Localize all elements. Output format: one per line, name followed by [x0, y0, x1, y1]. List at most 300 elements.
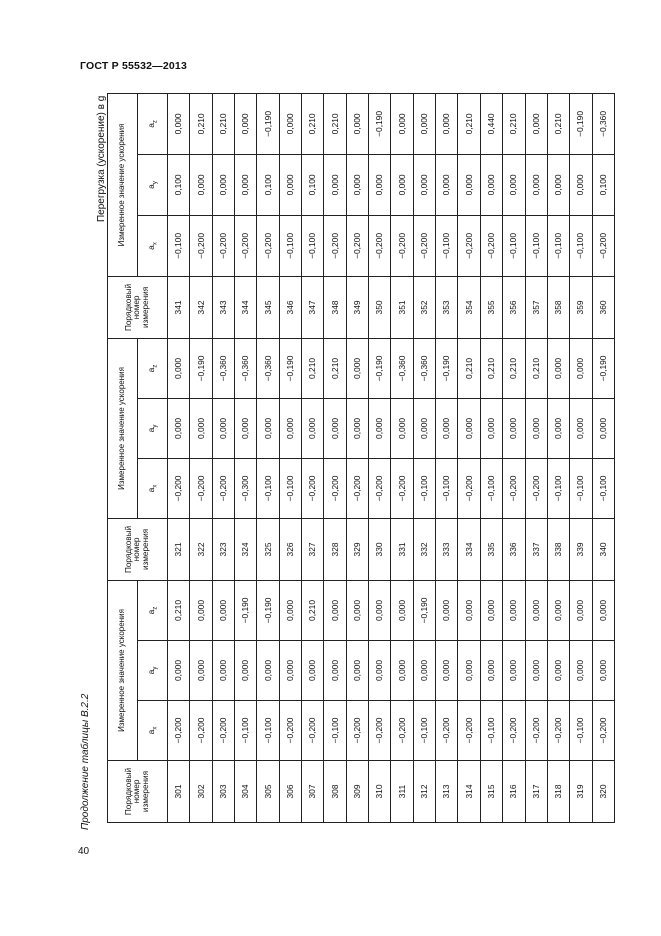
- acceleration-value-cell: −0,200: [391, 458, 413, 518]
- page-number: 40: [78, 846, 90, 857]
- acceleration-value-cell: −0,360: [235, 338, 257, 398]
- table-row: [346, 93, 368, 822]
- measurement-number-cell: 318: [547, 761, 569, 823]
- table-row: [279, 93, 301, 822]
- acceleration-value-cell: 0,100: [592, 154, 614, 215]
- acceleration-value-cell: −0,100: [279, 215, 301, 276]
- acceleration-value-cell: 0,210: [503, 93, 525, 154]
- measurement-number-cell: 351: [391, 276, 413, 338]
- az-subscript: z: [152, 120, 159, 124]
- acceleration-value-cell: 0,000: [480, 641, 502, 701]
- acceleration-value-cell: 0,000: [302, 641, 324, 701]
- acceleration-value-cell: −0,200: [369, 215, 391, 276]
- acceleration-value-cell: 0,000: [503, 641, 525, 701]
- acceleration-value-cell: −0,100: [480, 701, 502, 761]
- acceleration-value-cell: 0,000: [391, 398, 413, 458]
- acceleration-value-cell: −0,360: [212, 338, 234, 398]
- acceleration-value-cell: 0,000: [369, 154, 391, 215]
- acceleration-value-cell: 0,210: [302, 93, 324, 154]
- acceleration-value-cell: 0,000: [324, 580, 346, 640]
- ay-header: [138, 154, 168, 215]
- acceleration-value-cell: 0,000: [168, 338, 190, 398]
- acceleration-value-cell: 0,000: [168, 93, 190, 154]
- measurement-number-cell: 313: [436, 761, 458, 823]
- measurement-number-cell: 314: [458, 761, 480, 823]
- acceleration-value-cell: 0,000: [570, 398, 592, 458]
- acceleration-value-cell: 0,000: [190, 580, 212, 640]
- acceleration-value-cell: 0,210: [302, 338, 324, 398]
- acceleration-value-cell: −0,200: [592, 215, 614, 276]
- acceleration-value-cell: −0,200: [190, 458, 212, 518]
- acceleration-value-cell: 0,000: [212, 154, 234, 215]
- measured-header-3: Измеренное значение ускорения: [108, 93, 138, 276]
- az-letter: a: [145, 367, 156, 373]
- acceleration-value-cell: 0,000: [592, 641, 614, 701]
- acceleration-value-cell: −0,100: [413, 701, 435, 761]
- acceleration-value-cell: 0,000: [346, 398, 368, 458]
- acceleration-value-cell: 0,000: [257, 641, 279, 701]
- acceleration-value-cell: −0,190: [413, 580, 435, 640]
- acceleration-value-cell: −0,100: [168, 215, 190, 276]
- measurement-number-cell: 308: [324, 761, 346, 823]
- acceleration-value-cell: 0,000: [480, 398, 502, 458]
- measurement-number-cell: 355: [480, 276, 502, 338]
- acceleration-value-cell: −0,100: [436, 458, 458, 518]
- acceleration-value-cell: 0,210: [525, 338, 547, 398]
- measurement-number-cell: 340: [592, 518, 614, 580]
- measurement-number-cell: 330: [369, 518, 391, 580]
- acceleration-value-cell: −0,100: [436, 215, 458, 276]
- measurement-number-cell: 343: [212, 276, 234, 338]
- acceleration-value-cell: 0,000: [235, 154, 257, 215]
- acceleration-value-cell: 0,000: [525, 398, 547, 458]
- acceleration-value-cell: −0,360: [257, 338, 279, 398]
- acceleration-value-cell: −0,100: [570, 701, 592, 761]
- acceleration-value-cell: 0,100: [257, 154, 279, 215]
- measurement-number-cell: 302: [190, 761, 212, 823]
- acceleration-value-cell: 0,000: [324, 398, 346, 458]
- acceleration-value-cell: 0,100: [302, 154, 324, 215]
- acceleration-value-cell: 0,000: [458, 154, 480, 215]
- acceleration-value-cell: 0,000: [525, 580, 547, 640]
- acceleration-value-cell: 0,000: [547, 641, 569, 701]
- acceleration-value-cell: 0,000: [212, 641, 234, 701]
- acceleration-value-cell: 0,000: [279, 398, 301, 458]
- measurement-number-cell: 346: [279, 276, 301, 338]
- acceleration-value-cell: −0,100: [324, 701, 346, 761]
- measurement-number-cell: 320: [592, 761, 614, 823]
- acceleration-value-cell: 0,000: [279, 93, 301, 154]
- acceleration-value-cell: −0,200: [346, 458, 368, 518]
- acceleration-value-cell: 0,210: [190, 93, 212, 154]
- acceleration-value-cell: −0,300: [235, 458, 257, 518]
- acceleration-value-cell: −0,190: [369, 93, 391, 154]
- acceleration-value-cell: −0,200: [168, 458, 190, 518]
- measurement-number-cell: 345: [257, 276, 279, 338]
- acceleration-value-cell: 0,000: [592, 580, 614, 640]
- acceleration-value-cell: −0,190: [257, 93, 279, 154]
- table-row: [503, 93, 525, 822]
- acceleration-value-cell: 0,000: [369, 398, 391, 458]
- measurement-number-cell: 342: [190, 276, 212, 338]
- acceleration-value-cell: 0,210: [324, 93, 346, 154]
- measurement-number-cell: 354: [458, 276, 480, 338]
- az-letter: a: [145, 123, 156, 128]
- acceleration-value-cell: 0,000: [413, 93, 435, 154]
- acceleration-value-cell: 0,000: [235, 398, 257, 458]
- measurement-number-cell: 315: [480, 761, 502, 823]
- measurement-number-cell: 337: [525, 518, 547, 580]
- acceleration-value-cell: −0,200: [302, 701, 324, 761]
- acceleration-value-cell: −0,190: [235, 580, 257, 640]
- measurement-number-cell: 356: [503, 276, 525, 338]
- table-continuation-label: Продолжение таблицы В.2.2: [80, 693, 91, 830]
- acceleration-value-cell: 0,210: [302, 580, 324, 640]
- acceleration-value-cell: 0,000: [458, 398, 480, 458]
- table-row: [235, 93, 257, 822]
- acceleration-value-cell: 0,000: [324, 641, 346, 701]
- acceleration-value-cell: −0,190: [436, 338, 458, 398]
- acceleration-value-cell: 0,210: [458, 338, 480, 398]
- table-row: [257, 93, 279, 822]
- acceleration-value-cell: 0,000: [190, 398, 212, 458]
- measurement-number-cell: 305: [257, 761, 279, 823]
- acceleration-value-cell: 0,000: [570, 580, 592, 640]
- acceleration-value-cell: −0,200: [279, 701, 301, 761]
- acceleration-value-cell: 0,000: [190, 641, 212, 701]
- acceleration-value-cell: −0,100: [480, 458, 502, 518]
- measurement-number-cell: 360: [592, 276, 614, 338]
- acceleration-table: [107, 93, 615, 823]
- acceleration-value-cell: 0,000: [413, 641, 435, 701]
- acceleration-value-cell: 0,000: [279, 580, 301, 640]
- acceleration-value-cell: −0,100: [570, 458, 592, 518]
- acceleration-value-cell: −0,200: [413, 215, 435, 276]
- acceleration-value-cell: 0,100: [168, 154, 190, 215]
- measurement-number-cell: 319: [570, 761, 592, 823]
- acceleration-value-cell: 0,000: [168, 398, 190, 458]
- ay-subscript: y: [152, 666, 159, 670]
- table-row: [413, 93, 435, 822]
- acceleration-value-cell: −0,360: [413, 338, 435, 398]
- acceleration-value-cell: −0,200: [190, 215, 212, 276]
- ay-letter: a: [145, 669, 156, 675]
- acceleration-value-cell: −0,200: [458, 458, 480, 518]
- acceleration-value-cell: 0,000: [413, 398, 435, 458]
- acceleration-value-cell: −0,200: [168, 701, 190, 761]
- acceleration-value-cell: −0,360: [391, 338, 413, 398]
- table-row: [302, 93, 324, 822]
- acceleration-value-cell: 0,000: [302, 398, 324, 458]
- acceleration-value-cell: 0,000: [525, 93, 547, 154]
- acceleration-value-cell: −0,100: [413, 458, 435, 518]
- measurement-number-cell: 357: [525, 276, 547, 338]
- ax-letter: a: [145, 245, 156, 250]
- acceleration-value-cell: 0,000: [436, 398, 458, 458]
- table-row: [570, 93, 592, 822]
- measurement-number-cell: 339: [570, 518, 592, 580]
- measurement-number-cell: 338: [547, 518, 569, 580]
- acceleration-value-cell: −0,100: [257, 701, 279, 761]
- measurement-number-cell: 358: [547, 276, 569, 338]
- az-subscript: z: [152, 606, 159, 610]
- acceleration-value-cell: −0,200: [458, 701, 480, 761]
- measurement-number-cell: 329: [346, 518, 368, 580]
- acceleration-value-cell: 0,000: [190, 154, 212, 215]
- acceleration-value-cell: 0,210: [212, 93, 234, 154]
- measurement-number-cell: 332: [413, 518, 435, 580]
- acceleration-value-cell: 0,000: [346, 641, 368, 701]
- acceleration-value-cell: 0,210: [168, 580, 190, 640]
- acceleration-value-cell: −0,190: [257, 580, 279, 640]
- acceleration-value-cell: 0,000: [436, 580, 458, 640]
- ay-subscript: y: [152, 181, 159, 185]
- measurement-number-cell: 311: [391, 761, 413, 823]
- acceleration-value-cell: −0,200: [212, 701, 234, 761]
- measurement-number-cell: 353: [436, 276, 458, 338]
- ay-header: [138, 641, 168, 701]
- measurement-number-cell: 331: [391, 518, 413, 580]
- measurement-number-cell: 316: [503, 761, 525, 823]
- acceleration-value-cell: 0,000: [413, 154, 435, 215]
- acceleration-value-cell: −0,100: [547, 458, 569, 518]
- acceleration-value-cell: −0,100: [257, 458, 279, 518]
- rotated-table-container: [107, 94, 615, 823]
- measurement-number-cell: 324: [235, 518, 257, 580]
- ay-letter: a: [145, 427, 156, 433]
- table-row: [190, 93, 212, 822]
- acceleration-value-cell: 0,000: [279, 641, 301, 701]
- acceleration-value-cell: −0,200: [369, 458, 391, 518]
- measurement-number-cell: 301: [168, 761, 190, 823]
- acceleration-value-cell: 0,000: [257, 398, 279, 458]
- acceleration-value-cell: −0,200: [547, 701, 569, 761]
- acceleration-value-cell: −0,200: [592, 701, 614, 761]
- az-letter: a: [145, 609, 156, 615]
- acceleration-value-cell: 0,000: [458, 580, 480, 640]
- acceleration-value-cell: 0,000: [391, 93, 413, 154]
- acceleration-value-cell: −0,200: [525, 701, 547, 761]
- acceleration-value-cell: 0,000: [235, 93, 257, 154]
- acceleration-value-cell: 0,000: [436, 93, 458, 154]
- acceleration-value-cell: 0,210: [547, 93, 569, 154]
- acceleration-value-cell: −0,190: [592, 338, 614, 398]
- az-header: [138, 93, 168, 154]
- measurement-number-cell: 323: [212, 518, 234, 580]
- acceleration-value-cell: 0,440: [480, 93, 502, 154]
- acceleration-value-cell: −0,100: [592, 458, 614, 518]
- acceleration-value-cell: 0,000: [570, 154, 592, 215]
- table-row: [480, 93, 502, 822]
- acceleration-value-cell: −0,190: [369, 338, 391, 398]
- acceleration-value-cell: 0,210: [324, 338, 346, 398]
- acceleration-value-cell: 0,000: [480, 580, 502, 640]
- acceleration-value-cell: −0,200: [391, 701, 413, 761]
- measurement-number-cell: 348: [324, 276, 346, 338]
- measurement-number-cell: 328: [324, 518, 346, 580]
- acceleration-value-cell: 0,000: [570, 641, 592, 701]
- acceleration-value-cell: 0,000: [503, 398, 525, 458]
- acceleration-value-cell: −0,200: [235, 215, 257, 276]
- acceleration-value-cell: 0,000: [369, 580, 391, 640]
- acceleration-value-cell: 0,000: [547, 580, 569, 640]
- measurement-number-cell: 333: [436, 518, 458, 580]
- ax-letter: a: [145, 487, 156, 493]
- acceleration-value-cell: −0,190: [570, 93, 592, 154]
- acceleration-value-cell: 0,000: [480, 154, 502, 215]
- acceleration-value-cell: −0,200: [436, 701, 458, 761]
- acceleration-value-cell: 0,000: [547, 338, 569, 398]
- units-label: Перегрузка (ускорение) в g: [96, 95, 107, 222]
- table-row: [592, 93, 614, 822]
- acceleration-value-cell: 0,210: [503, 338, 525, 398]
- measurement-number-cell: 350: [369, 276, 391, 338]
- acceleration-value-cell: 0,000: [503, 580, 525, 640]
- acceleration-value-cell: −0,100: [547, 215, 569, 276]
- acceleration-value-cell: −0,200: [212, 215, 234, 276]
- ay-header: [138, 398, 168, 458]
- az-header: [138, 580, 168, 640]
- measurement-number-cell: 309: [346, 761, 368, 823]
- measurement-number-cell: 335: [480, 518, 502, 580]
- seq-header-2: Порядковый номер измерения: [108, 518, 168, 580]
- acceleration-value-cell: −0,200: [369, 701, 391, 761]
- acceleration-value-cell: −0,190: [279, 338, 301, 398]
- acceleration-value-cell: −0,200: [302, 458, 324, 518]
- acceleration-value-cell: 0,000: [458, 641, 480, 701]
- az-header: [138, 338, 168, 398]
- measurement-number-cell: 317: [525, 761, 547, 823]
- acceleration-value-cell: 0,000: [503, 154, 525, 215]
- measurement-number-cell: 326: [279, 518, 301, 580]
- acceleration-value-cell: 0,000: [525, 641, 547, 701]
- measurement-number-cell: 310: [369, 761, 391, 823]
- acceleration-value-cell: −0,100: [302, 215, 324, 276]
- table-body: [168, 93, 615, 822]
- table-row: [391, 93, 413, 822]
- acceleration-value-cell: 0,000: [547, 398, 569, 458]
- acceleration-value-cell: 0,000: [436, 641, 458, 701]
- ax-header: [138, 458, 168, 518]
- acceleration-value-cell: −0,200: [346, 701, 368, 761]
- acceleration-value-cell: −0,200: [212, 458, 234, 518]
- table-row: [547, 93, 569, 822]
- acceleration-value-cell: 0,210: [480, 338, 502, 398]
- measurement-number-cell: 341: [168, 276, 190, 338]
- table-row: [458, 93, 480, 822]
- measurement-number-cell: 349: [346, 276, 368, 338]
- acceleration-value-cell: −0,190: [190, 338, 212, 398]
- acceleration-value-cell: 0,000: [346, 93, 368, 154]
- acceleration-value-cell: 0,000: [369, 641, 391, 701]
- measurement-number-cell: 303: [212, 761, 234, 823]
- acceleration-value-cell: −0,100: [503, 215, 525, 276]
- acceleration-value-cell: 0,210: [458, 93, 480, 154]
- acceleration-value-cell: −0,200: [346, 215, 368, 276]
- acceleration-value-cell: 0,000: [346, 338, 368, 398]
- acceleration-value-cell: −0,100: [235, 701, 257, 761]
- seq-header-1: Порядковый номер измерения: [108, 761, 168, 823]
- measured-header-1: Измеренное значение ускорения: [108, 580, 138, 760]
- acceleration-value-cell: 0,000: [346, 154, 368, 215]
- acceleration-value-cell: 0,000: [391, 154, 413, 215]
- acceleration-value-cell: 0,000: [346, 580, 368, 640]
- acceleration-value-cell: −0,200: [190, 701, 212, 761]
- measurement-number-cell: 306: [279, 761, 301, 823]
- table-row: [212, 93, 234, 822]
- acceleration-value-cell: −0,200: [503, 701, 525, 761]
- acceleration-value-cell: −0,200: [525, 458, 547, 518]
- ax-header: [138, 701, 168, 761]
- acceleration-value-cell: 0,000: [592, 398, 614, 458]
- acceleration-value-cell: −0,200: [391, 215, 413, 276]
- table-row: [168, 93, 190, 822]
- measurement-number-cell: 347: [302, 276, 324, 338]
- acceleration-value-cell: 0,000: [525, 154, 547, 215]
- measurement-number-cell: 304: [235, 761, 257, 823]
- acceleration-value-cell: 0,000: [212, 580, 234, 640]
- ax-letter: a: [145, 729, 156, 735]
- table-row: [436, 93, 458, 822]
- measurement-number-cell: 336: [503, 518, 525, 580]
- measurement-number-cell: 352: [413, 276, 435, 338]
- acceleration-value-cell: 0,000: [324, 154, 346, 215]
- acceleration-value-cell: 0,000: [168, 641, 190, 701]
- ay-subscript: y: [152, 424, 159, 428]
- acceleration-value-cell: −0,200: [324, 215, 346, 276]
- acceleration-value-cell: 0,000: [570, 338, 592, 398]
- measurement-number-cell: 325: [257, 518, 279, 580]
- az-subscript: z: [152, 364, 159, 368]
- acceleration-value-cell: −0,100: [570, 215, 592, 276]
- acceleration-value-cell: 0,000: [391, 641, 413, 701]
- acceleration-value-cell: 0,000: [391, 580, 413, 640]
- measurement-number-cell: 327: [302, 518, 324, 580]
- document-code: ГОСТ Р 55532—2013: [80, 60, 188, 72]
- acceleration-value-cell: −0,200: [458, 215, 480, 276]
- measurement-number-cell: 344: [235, 276, 257, 338]
- measurement-number-cell: 307: [302, 761, 324, 823]
- acceleration-value-cell: −0,100: [525, 215, 547, 276]
- acceleration-value-cell: −0,200: [480, 215, 502, 276]
- acceleration-value-cell: −0,200: [503, 458, 525, 518]
- measurement-number-cell: 312: [413, 761, 435, 823]
- measured-header-2: Измеренное значение ускорения: [108, 338, 138, 518]
- measurement-number-cell: 322: [190, 518, 212, 580]
- measurement-number-cell: 321: [168, 518, 190, 580]
- table-row: [525, 93, 547, 822]
- seq-header-3: Порядковый номер измерения: [108, 276, 168, 338]
- table-row: [369, 93, 391, 822]
- acceleration-value-cell: 0,000: [436, 154, 458, 215]
- acceleration-value-cell: −0,200: [257, 215, 279, 276]
- acceleration-value-cell: −0,360: [592, 93, 614, 154]
- ax-subscript: x: [152, 484, 159, 488]
- acceleration-value-cell: −0,200: [324, 458, 346, 518]
- acceleration-value-cell: 0,000: [279, 154, 301, 215]
- ay-letter: a: [145, 184, 156, 189]
- ax-subscript: x: [152, 726, 159, 730]
- table-row: [324, 93, 346, 822]
- measurement-number-cell: 359: [570, 276, 592, 338]
- ax-header: [138, 215, 168, 276]
- measurement-number-cell: 334: [458, 518, 480, 580]
- acceleration-value-cell: 0,000: [547, 154, 569, 215]
- acceleration-value-cell: −0,100: [279, 458, 301, 518]
- acceleration-value-cell: 0,000: [212, 398, 234, 458]
- acceleration-value-cell: 0,000: [235, 641, 257, 701]
- ax-subscript: x: [152, 242, 159, 246]
